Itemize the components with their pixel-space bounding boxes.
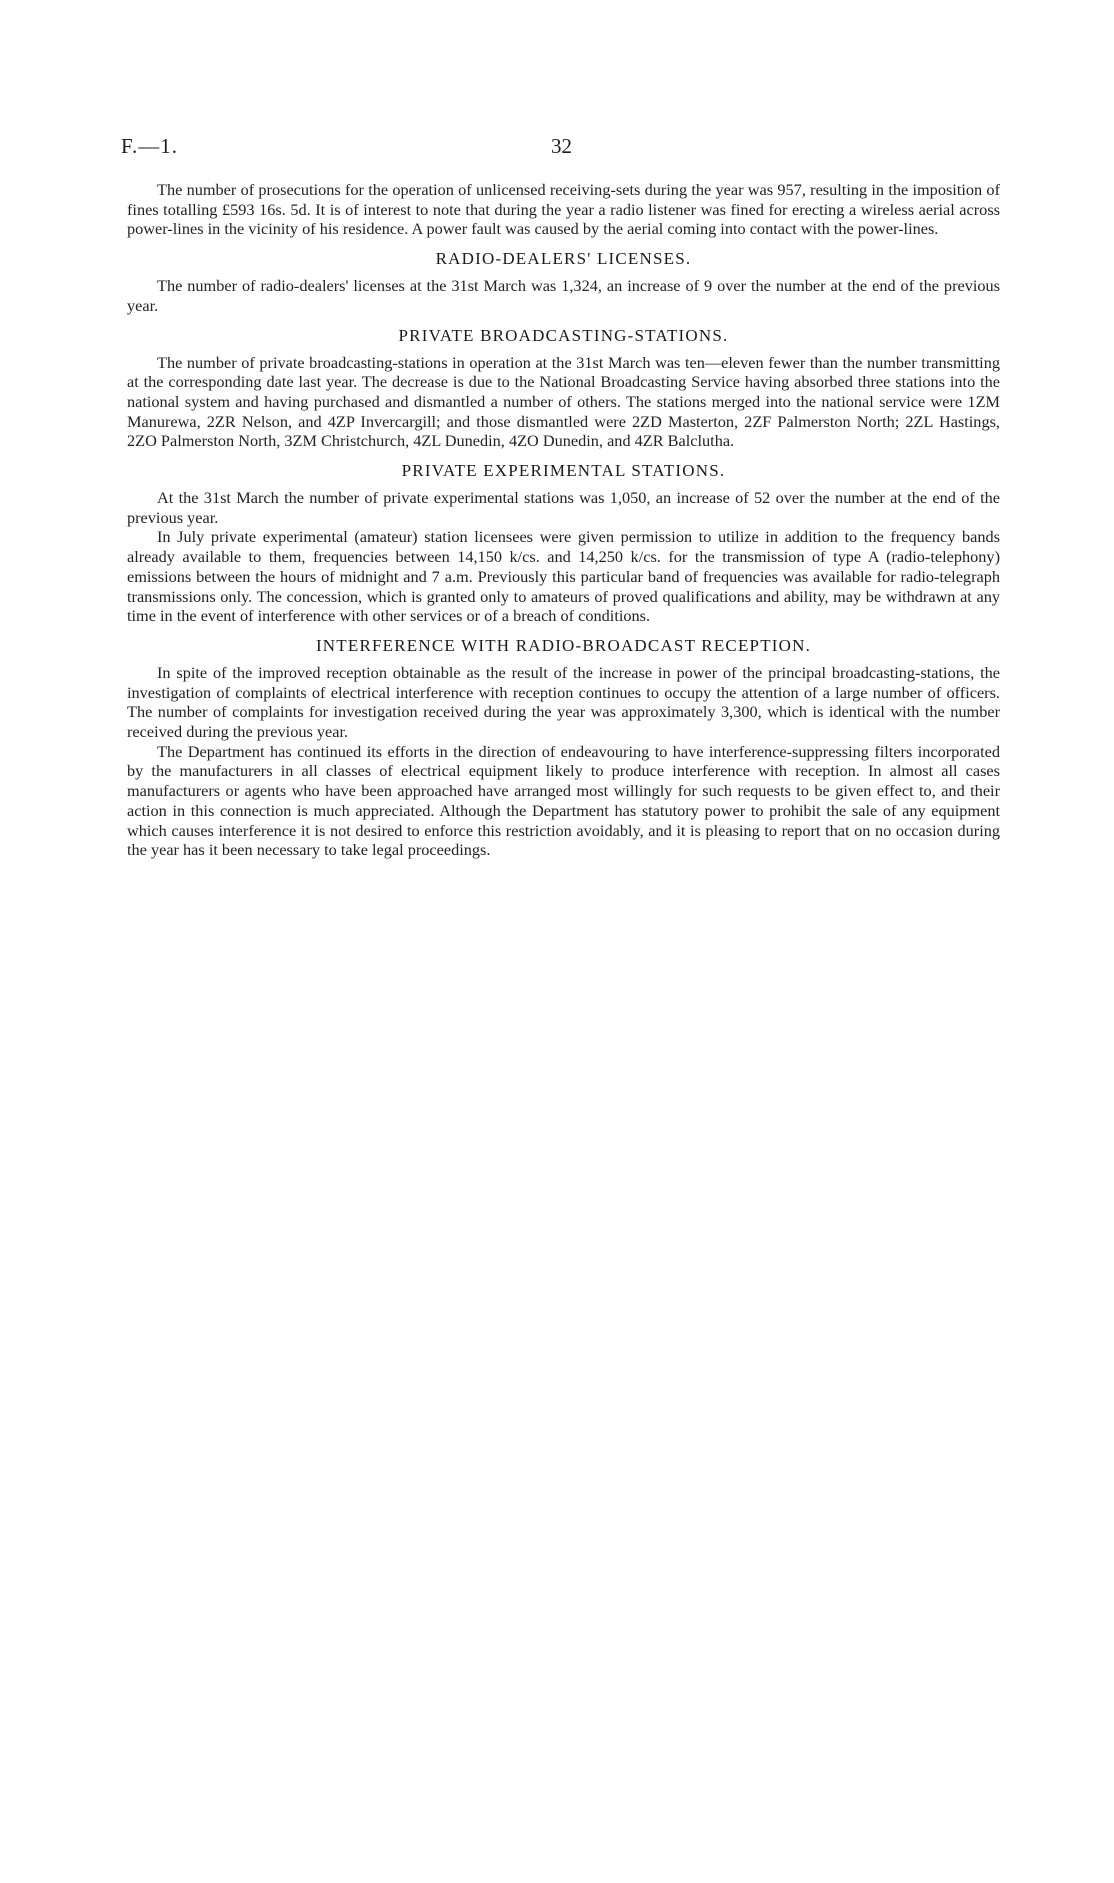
document-reference: F.—1. (121, 134, 178, 158)
section-paragraph: The number of radio-dealers' licenses at the 31st March was 1,324, an increase of 9 over the number at the end of the previous year. (127, 276, 1000, 315)
page-header (121, 134, 1001, 164)
section-private-experimental-stations (127, 460, 1000, 626)
section-paragraph: The number of private broadcasting-stations in operation at the 31st March was ten—eleven fewer than the number transmitting at the corresponding date last year. The decrease is due to the National Broadcasting Service having absorbed three stations into the national system and having purchased and dismantled a number of others. The stations merged into the national service were 1ZM Manurewa, 2ZR Nelson, and 4ZP Invercargill; and those dismantled were 2ZD Masterton, 2ZF Palmerston North; 2ZL Hastings, 2ZO Palmerston North, 3ZM Christchurch, 4ZL Dunedin, 4ZO Dunedin, and 4ZR Balclutha. (127, 352, 1000, 451)
section-private-broadcasting-stations (127, 325, 1000, 452)
section-paragraph: In spite of the improved reception obtainable as the result of the increase in power of the principal broadcasting-stations, the investigation of complaints of electrical interference with reception continues to occupy the attention of a large number of officers. The number of complaints for investigation received during the year was approximately 3,300, which is identical with the number received during the previous year. (127, 662, 1000, 742)
section-paragraph: The Department has continued its efforts in the direction of endeavouring to have interference-suppressing filters incorporated by the manufacturers in all classes of electrical equipment likely to produce interference with reception. In almost all cases manufacturers or agents who have been approached have arranged most willingly for such requests to be given effect to, and their action in this connection is much appreciated. Although the Department has statutory power to prohibit the sale of any equipment which causes interference it is not desired to enforce this restriction avoidably, and it is pleasing to report that on no occasion during the year has it been necessary to take legal proceedings. (127, 741, 1000, 860)
section-paragraph: In July private experimental (amateur) station licensees were given permission to utilize in addition to the frequency bands already available to them, frequencies between 14,150 k/cs. and 14,250 k/cs. for the transmission of type A (radio-telephony) emissions between the hours of midnight and 7 a.m. Previously this particular band of frequencies was available for radio-telegraph transmissions only. The concession, which is granted only to amateurs of proved qualifications and ability, may be withdrawn at any time in the event of interference with other services or of a breach of conditions. (127, 527, 1000, 626)
section-paragraph: At the 31st March the number of private experimental stations was 1,050, an increase of 52 over the number at the end of the previous year. (127, 488, 1000, 527)
section-interference-with-radio-broadcast-reception (127, 635, 1000, 860)
section-heading: INTERFERENCE WITH RADIO-BROADCAST RECEPTION. (315, 635, 812, 655)
intro-paragraph: The number of prosecutions for the operation of unlicensed receiving-sets during the year was 957, resulting in the imposition of fines totalling £593 16s. 5d. It is of interest to note that during the year a radio listener was fined for erecting a wireless aerial across power-lines in the vicinity of his residence. A power fault was caused by the aerial coming into contact with the power-lines. (127, 180, 1000, 239)
page-number: 32 (551, 134, 572, 158)
section-heading: PRIVATE EXPERIMENTAL STATIONS. (401, 461, 726, 481)
section-radio-dealers-licenses (127, 248, 1000, 315)
section-heading: PRIVATE BROADCASTING-STATIONS. (398, 325, 729, 345)
page-body (127, 180, 1000, 860)
section-heading: RADIO-DEALERS' LICENSES. (435, 249, 692, 269)
